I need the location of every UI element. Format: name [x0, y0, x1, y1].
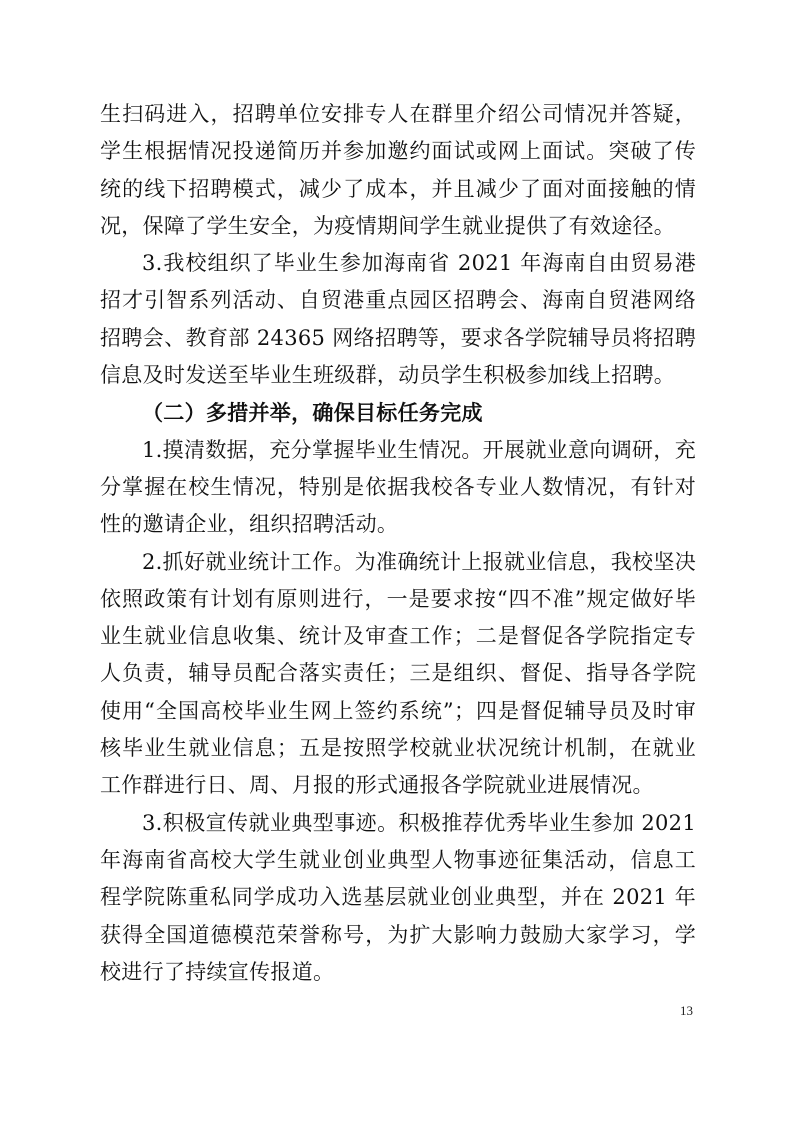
paragraph-item-3-job-fairs: 3.我校组织了毕业生参加海南省 2021 年海南自由贸易港招才引智系列活动、自贸港重点园区招聘会、海南自贸港网络招聘会、教育部 24365 网络招聘等，要求各学院辅导员将招聘信息及时发送至毕业生班级群，动员学生积极参加线上招聘。 — [100, 251, 696, 388]
document-body — [100, 96, 696, 991]
section-heading: （二）多措并举，确保目标任务完成 — [142, 400, 483, 426]
paragraph-item-2-statistics: 2.抓好就业统计工作。为准确统计上报就业信息，我校坚决依照政策有计划有原则进行，一是要求按“四不准”规定做好毕业生就业信息收集、统计及审查工作；二是督促各学院指定专人负责，辅导员配合落实责任；三是组织、督促、指导各学院使用“全国高校毕业生网上签约系统”；四是督促辅导员及时审核毕业生就业信息；五是按照学校就业状况统计机制，在就业工作群进行日、周、月报的形式通报各学院就业进展情况。 — [100, 549, 696, 798]
page-number: 13 — [680, 1003, 693, 1018]
paragraph-item-1-data: 1.摸清数据，充分掌握毕业生情况。开展就业意向调研，充分掌握在校生情况，特别是依据我校各专业人数情况，有针对性的邀请企业，组织招聘活动。 — [100, 437, 696, 537]
paragraph-item-3-publicity: 3.积极宣传就业典型事迹。积极推荐优秀毕业生参加 2021 年海南省高校大学生就业创业典型人物事迹征集活动，信息工程学院陈重私同学成功入选基层就业创业典型，并在 2021 年获得全国道德模范荣誉称号，为扩大影响力鼓励大家学习，学校进行了持续宣传报道。 — [100, 810, 696, 984]
paragraph-continuation: 生扫码进入，招聘单位安排专人在群里介绍公司情况并答疑，学生根据情况投递简历并参加邀约面试或网上面试。突破了传统的线下招聘模式，减少了成本，并且减少了面对面接触的情况，保障了学生安全，为疫情期间学生就业提供了有效途径。 — [100, 102, 696, 238]
